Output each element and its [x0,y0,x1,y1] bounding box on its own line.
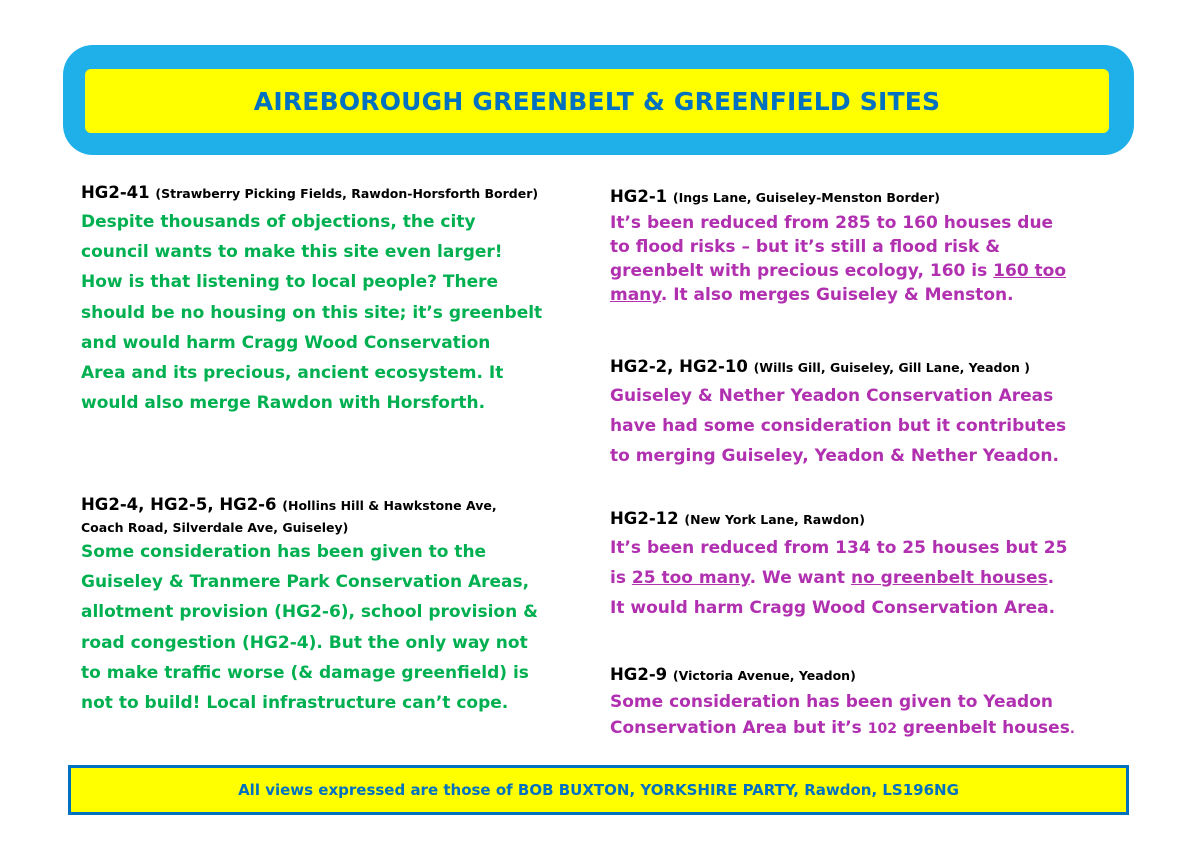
text-line: would also merge Rawdon with Horsforth. [81,393,486,414]
text-span: greenbelt with precious ecology, 160 is [610,261,988,281]
site-heading [610,662,1075,689]
text-span: is [610,568,626,588]
text-line: Some consideration has been given to the [81,542,487,562]
underlined-text: 25 too many [631,568,750,588]
site-location: (Strawberry Picking Fields, Rawdon-Horsforth Border) [155,186,539,201]
text-line: It would harm Cragg Wood Conservation Area. [610,598,1056,618]
text-line: It’s been reduced from 134 to 25 houses but 25 [610,538,1068,558]
text-line: road congestion (HG2-4). But the only way not [81,632,528,653]
site-code: HG2-41 [81,183,150,202]
site-description [610,381,1066,471]
site-hg2-2-10 [610,354,1066,471]
text-span: 102 [867,721,897,737]
header-frame [63,45,1134,155]
text-line [610,715,1075,743]
text-line [610,259,1066,283]
text-line: allotment provision (HG2-6), school provision & [81,602,538,623]
site-hg2-41 [81,180,542,418]
footer-banner [68,765,1129,815]
text-line: to merging Guiseley, Yeadon & Nether Yeadon. [610,446,1059,466]
text-span: Conservation Area but it’s [610,718,862,738]
site-heading [610,506,1067,533]
underlined-text: many [610,285,661,305]
underlined-text: 160 too [993,261,1067,281]
text-line: should be no housing on this site; it’s greenbelt [81,302,543,323]
site-hg2-9 [610,662,1075,743]
page-title: AIREBOROUGH GREENBELT & GREENFIELD SITES [253,86,941,116]
text-line: have had some consideration but it contributes [610,416,1067,436]
underlined-text: no greenbelt houses [850,568,1048,588]
text-line: How is that listening to local people? There [81,272,499,293]
text-line: council wants to make this site even larger! [81,242,503,263]
site-heading [81,492,538,519]
site-code: HG2-4, HG2-5, HG2-6 [81,495,277,514]
site-location: (Victoria Avenue, Yeadon) [672,668,856,683]
site-code: HG2-2, HG2-10 [610,357,748,376]
text-line: not to build! Local infrastructure can’t cope. [81,693,509,714]
site-hg2-4-5-6 [81,492,538,718]
text-line: Guiseley & Tranmere Park Conservation Areas, [81,572,530,593]
site-code: HG2-12 [610,509,679,528]
text-line: Some consideration has been given to Yeadon [610,692,1054,712]
site-location: (Ings Lane, Guiseley-Menston Border) [672,190,940,205]
header-banner [85,69,1109,133]
site-description [610,211,1066,307]
site-description [610,689,1075,743]
site-heading [610,354,1066,381]
text-span: . [1047,568,1055,588]
site-code: HG2-9 [610,665,668,684]
text-line: to make traffic worse (& damage greenfield) is [81,662,529,683]
text-line: Guiseley & Nether Yeadon Conservation Areas [610,386,1054,406]
text-span: greenbelt houses [902,718,1070,738]
site-location: (Wills Gill, Guiseley, Gill Lane, Yeadon ) [753,360,1031,375]
text-line [610,563,1067,593]
text-line: Despite thousands of objections, the city [81,212,476,232]
footer-text: All views expressed are those of BOB BUXTON, YORKSHIRE PARTY, Rawdon, LS196NG [238,781,959,799]
site-description [81,207,542,418]
text-line: and would harm Cragg Wood Conservation [81,332,491,353]
site-description [610,533,1067,623]
site-heading [81,180,542,207]
text-line: It’s been reduced from 285 to 160 houses due [610,213,1054,233]
site-hg2-12 [610,506,1067,623]
site-location: (New York Lane, Rawdon) [684,512,865,527]
text-line: to flood risks – but it’s still a flood risk & [610,237,1001,257]
text-span: . We want [749,568,846,588]
site-heading [610,184,1066,211]
site-location: (Hollins Hill & Hawkstone Ave, [282,498,497,513]
site-description [81,537,538,718]
site-location-continued: Coach Road, Silverdale Ave, Guiseley) [81,520,349,535]
text-span: . [1069,722,1075,737]
text-span: . It also merges Guiseley & Menston. [660,285,1014,305]
site-code: HG2-1 [610,187,668,206]
text-line: Area and its precious, ancient ecosystem. It [81,363,504,384]
text-line [610,283,1066,307]
site-hg2-1 [610,184,1066,307]
